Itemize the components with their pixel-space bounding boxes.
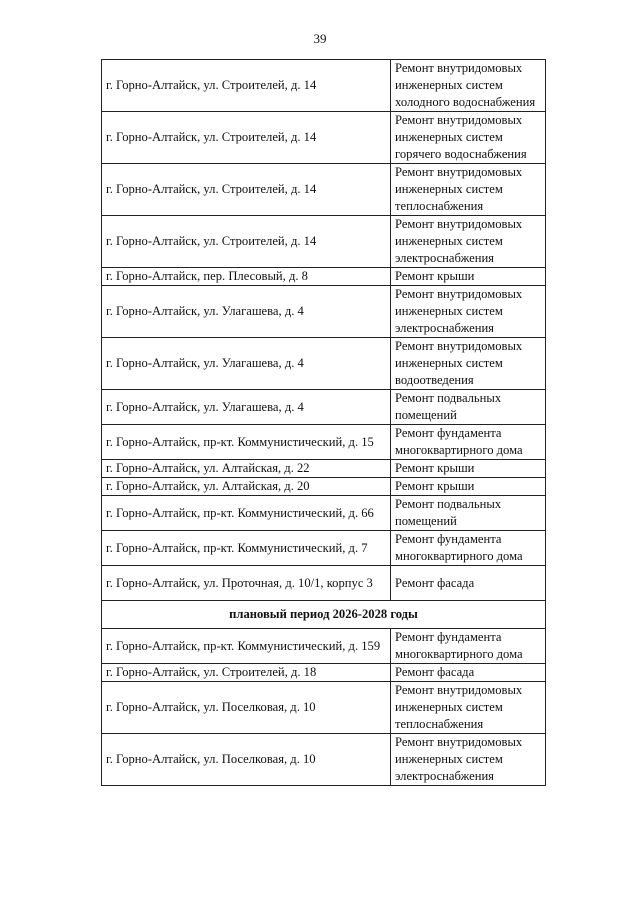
table-row bbox=[102, 60, 546, 112]
work-type-cell: Ремонт крыши bbox=[391, 268, 546, 286]
work-type-cell: Ремонт крыши bbox=[391, 478, 546, 496]
address-cell: г. Горно-Алтайск, ул. Строителей, д. 14 bbox=[102, 164, 391, 216]
table-row bbox=[102, 286, 546, 338]
work-type-cell: Ремонт внутридомовых инженерных систем электроснабжения bbox=[391, 216, 546, 268]
address-cell: г. Горно-Алтайск, ул. Строителей, д. 14 bbox=[102, 60, 391, 112]
address-cell: г. Горно-Алтайск, пер. Плесовый, д. 8 bbox=[102, 268, 391, 286]
table-row bbox=[102, 390, 546, 425]
work-type-cell: Ремонт внутридомовых инженерных систем теплоснабжения bbox=[391, 682, 546, 734]
table-row bbox=[102, 629, 546, 664]
work-type-cell: Ремонт внутридомовых инженерных систем холодного водоснабжения bbox=[391, 60, 546, 112]
work-type-cell: Ремонт внутридомовых инженерных систем электроснабжения bbox=[391, 286, 546, 338]
table-row bbox=[102, 664, 546, 682]
work-type-cell: Ремонт фундамента многоквартирного дома bbox=[391, 531, 546, 566]
table-row bbox=[102, 531, 546, 566]
address-cell: г. Горно-Алтайск, ул. Строителей, д. 14 bbox=[102, 112, 391, 164]
address-cell: г. Горно-Алтайск, ул. Улагашева, д. 4 bbox=[102, 286, 391, 338]
table-row bbox=[102, 734, 546, 786]
table-section bbox=[102, 601, 546, 629]
work-type-cell: Ремонт фасада bbox=[391, 566, 546, 601]
address-cell: г. Горно-Алтайск, ул. Строителей, д. 14 bbox=[102, 216, 391, 268]
section-title: плановый период 2026-2028 годы bbox=[102, 601, 546, 629]
page-number: 39 bbox=[313, 31, 327, 46]
table-row bbox=[102, 338, 546, 390]
address-cell: г. Горно-Алтайск, ул. Проточная, д. 10/1, корпус 3 bbox=[102, 566, 391, 601]
table-row bbox=[102, 496, 546, 531]
table-row bbox=[102, 682, 546, 734]
address-cell: г. Горно-Алтайск, ул. Поселковая, д. 10 bbox=[102, 734, 391, 786]
address-cell: г. Горно-Алтайск, ул. Улагашева, д. 4 bbox=[102, 338, 391, 390]
address-cell: г. Горно-Алтайск, ул. Алтайская, д. 20 bbox=[102, 478, 391, 496]
table-row bbox=[102, 425, 546, 460]
table-body-current bbox=[102, 60, 546, 601]
table-body-planned bbox=[102, 629, 546, 786]
work-type-cell: Ремонт фундамента многоквартирного дома bbox=[391, 425, 546, 460]
work-type-cell: Ремонт подвальных помещений bbox=[391, 496, 546, 531]
work-type-cell: Ремонт крыши bbox=[391, 460, 546, 478]
work-type-cell: Ремонт фасада bbox=[391, 664, 546, 682]
address-cell: г. Горно-Алтайск, пр-кт. Коммунистический, д. 15 bbox=[102, 425, 391, 460]
work-type-cell: Ремонт внутридомовых инженерных систем теплоснабжения bbox=[391, 164, 546, 216]
work-type-cell: Ремонт подвальных помещений bbox=[391, 390, 546, 425]
address-cell: г. Горно-Алтайск, ул. Строителей, д. 18 bbox=[102, 664, 391, 682]
work-type-cell: Ремонт фундамента многоквартирного дома bbox=[391, 629, 546, 664]
table-row bbox=[102, 164, 546, 216]
address-cell: г. Горно-Алтайск, ул. Поселковая, д. 10 bbox=[102, 682, 391, 734]
address-cell: г. Горно-Алтайск, пр-кт. Коммунистический, д. 7 bbox=[102, 531, 391, 566]
address-cell: г. Горно-Алтайск, пр-кт. Коммунистический, д. 159 bbox=[102, 629, 391, 664]
table-row bbox=[102, 268, 546, 286]
work-type-cell: Ремонт внутридомовых инженерных систем электроснабжения bbox=[391, 734, 546, 786]
address-cell: г. Горно-Алтайск, ул. Улагашева, д. 4 bbox=[102, 390, 391, 425]
address-cell: г. Горно-Алтайск, пр-кт. Коммунистический, д. 66 bbox=[102, 496, 391, 531]
table-row bbox=[102, 566, 546, 601]
work-type-cell: Ремонт внутридомовых инженерных систем водоотведения bbox=[391, 338, 546, 390]
table-row bbox=[102, 112, 546, 164]
table-row bbox=[102, 460, 546, 478]
work-type-cell: Ремонт внутридомовых инженерных систем горячего водоснабжения bbox=[391, 112, 546, 164]
table-row bbox=[102, 216, 546, 268]
address-cell: г. Горно-Алтайск, ул. Алтайская, д. 22 bbox=[102, 460, 391, 478]
table-row bbox=[102, 478, 546, 496]
section-row bbox=[102, 601, 546, 629]
repair-works-table bbox=[101, 59, 546, 786]
